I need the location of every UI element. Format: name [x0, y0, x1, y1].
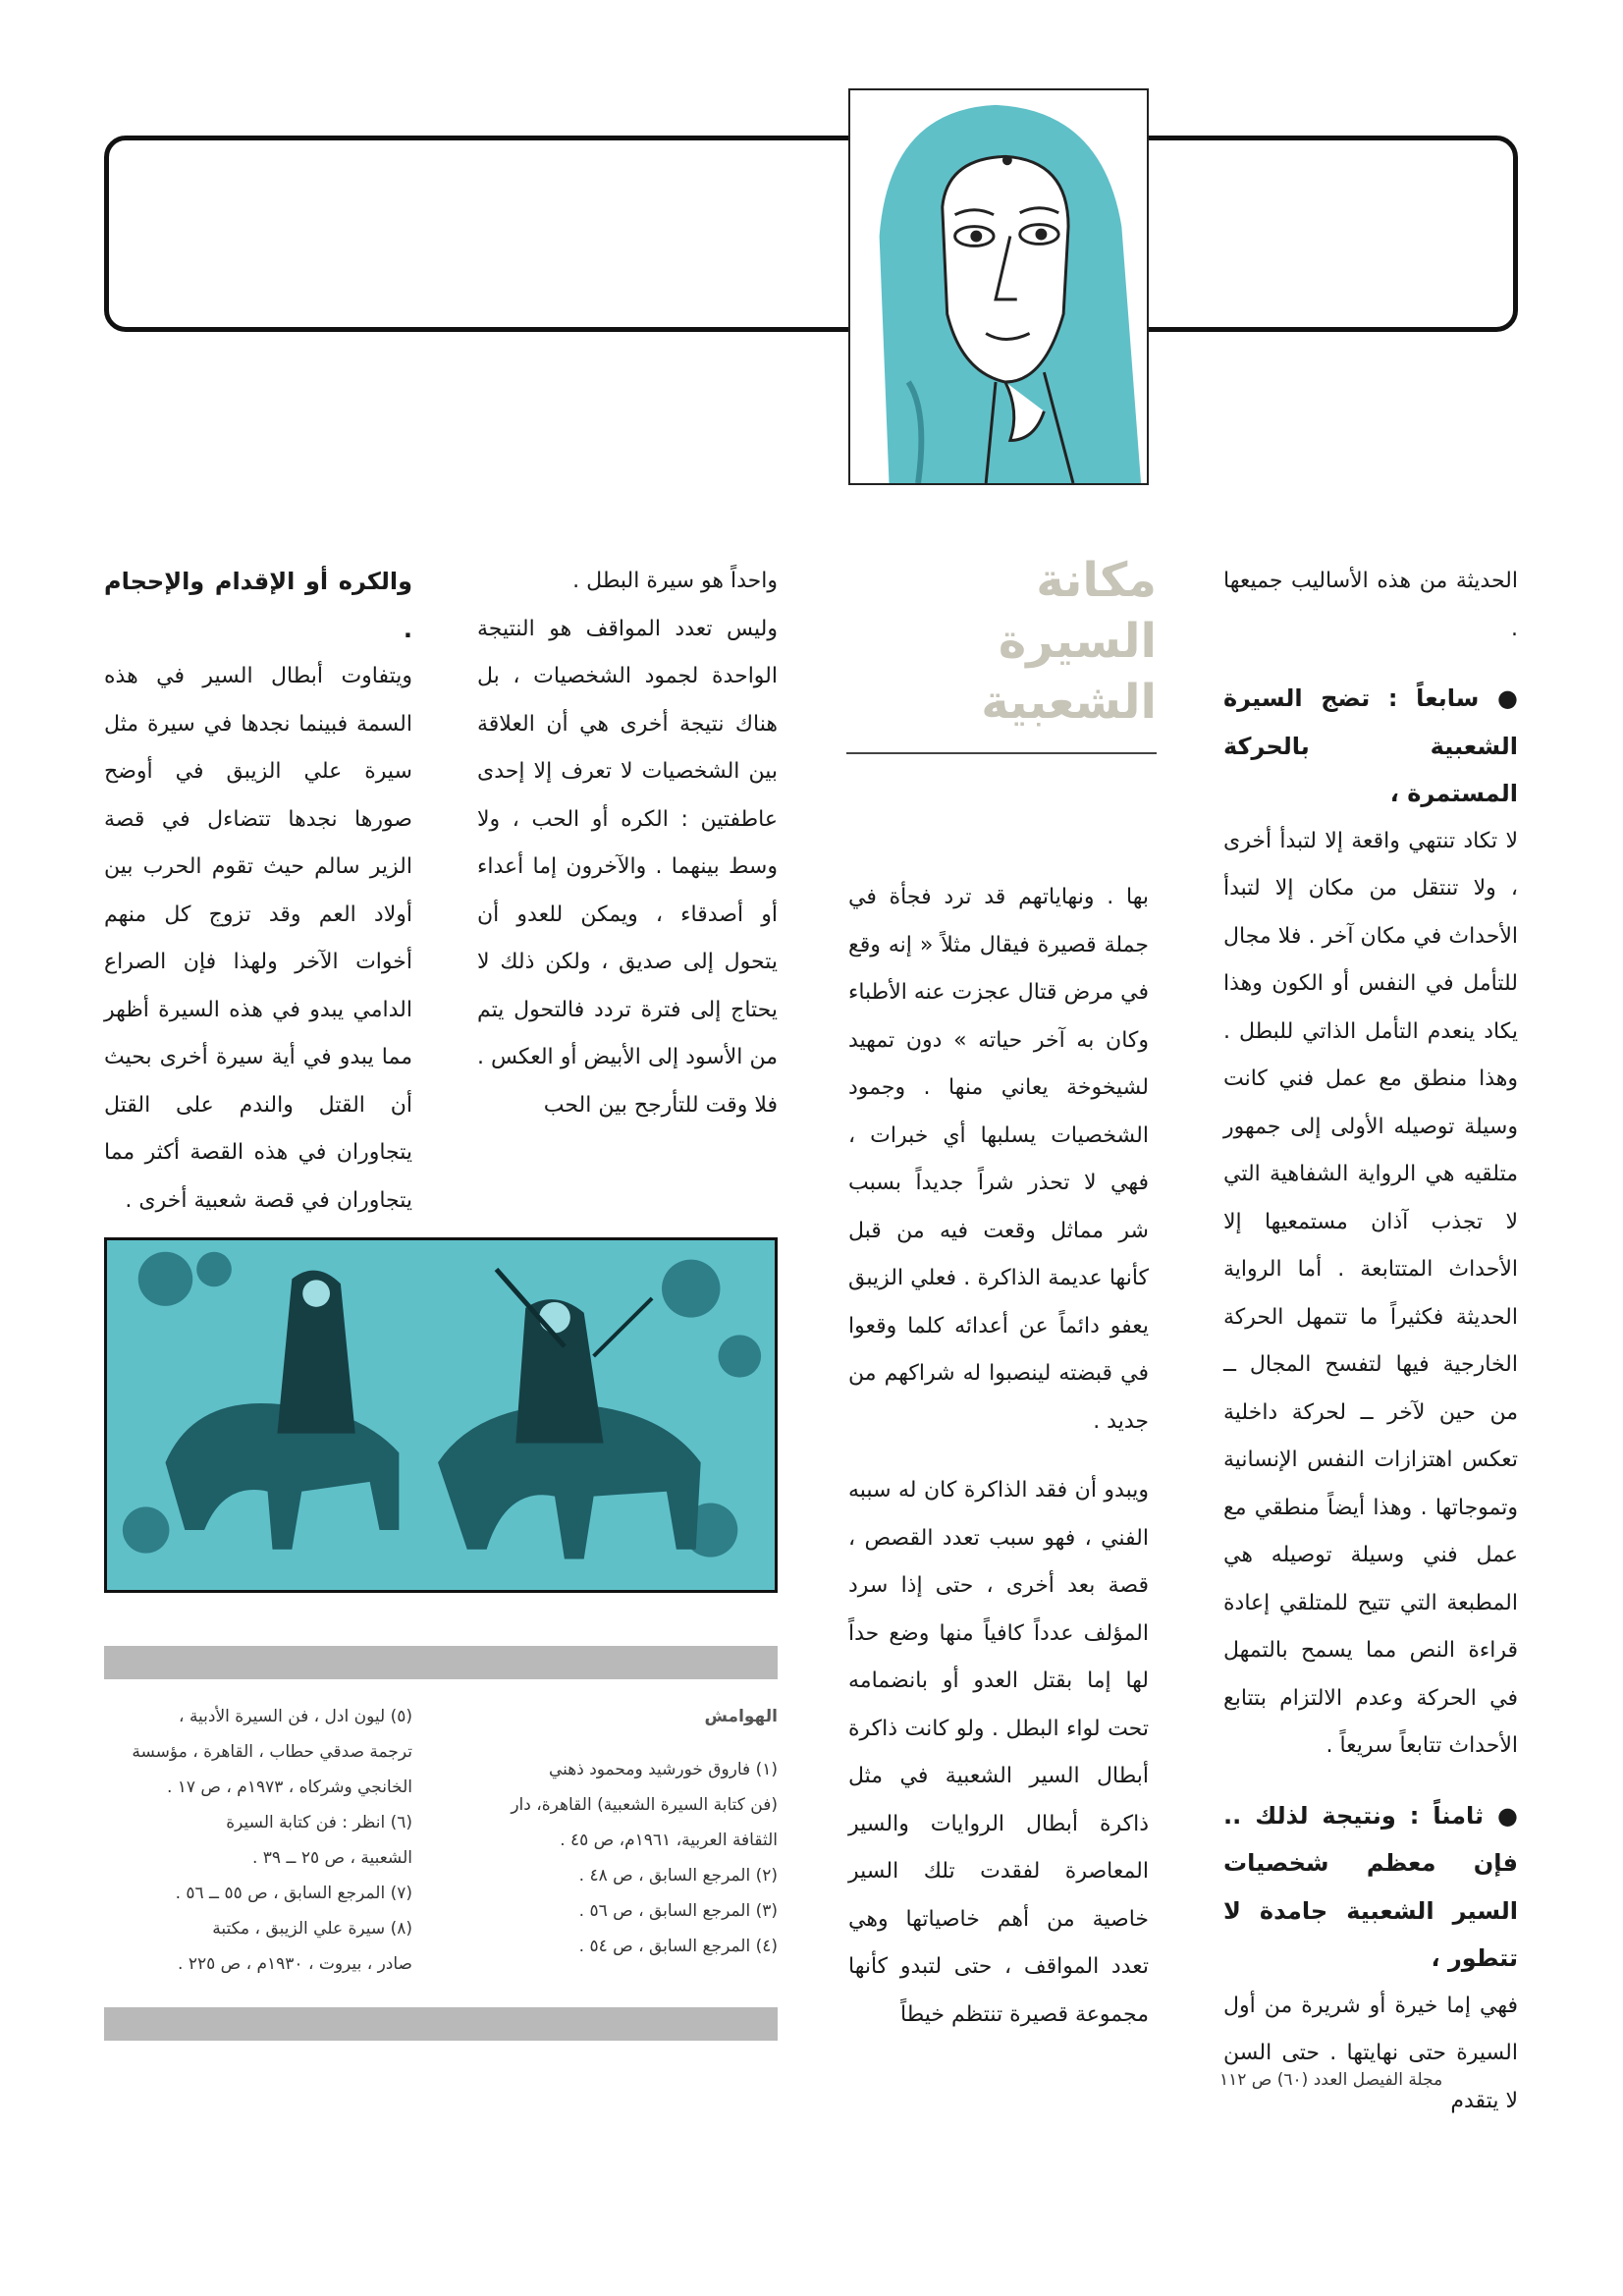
footnote: (١) فاروق خورشيد ومحمود ذهني [548, 1760, 778, 1779]
footnote: (٢) المرجع السابق ، ص ٤٨ . [578, 1866, 778, 1886]
paragraph: ويتفاوت أبطال السير في هذه السمة فبينما نجدها في سيرة مثل سيرة علي الزيبق في أوضح صورها نجدها تتضاءل في قصة الزير سالم حيث تقوم الحرب بين أولاد العم وقد تزوج كل منهم أخوات الآخر ولهذا فإن الصراع الدامي يبدو في هذه السيرة أظهر مما يبدو في أية سيرة أخرى بحيث أن القتل والندم على القتل يتجاوران في هذه القصة أكثر مما يتجاوران في قصة شعبية أخرى . [104, 664, 412, 1213]
column-left [104, 558, 412, 1216]
section-heading: ● سابعاً : تضج السيرة الشعبية بالحركة المستمرة ، [1223, 684, 1518, 807]
article-title [844, 550, 1157, 746]
paragraph: واحداً هو سيرة البطل . [572, 569, 778, 593]
paragraph: بها . ونهاياتهم قد ترد فجأة في جملة قصيرة فيقال مثلاً « إنه وقع في مرض قتال عجزت عنه الأطباء وكان به آخر حياته » دون تمهيد لشيخوخة يعاني منها . وجمود الشخصيات يسلبها أي خبرات ، فهي لا تحذر شراً جديداً بسبب شر مماثل وقعت فيه من قبل كأنها عديمة الذاكرة . فعلي الزيبق يعفو دائماً عن أعدائه كلما وقعوا في قبضته لينصبوا له شراكهم من جديد . [848, 885, 1149, 1434]
paragraph: فهي إما خيرة أو شريرة من أول السيرة حتى نهايتها . حتى السن لا يتقدم [1223, 1993, 1518, 2113]
title-line-1: مكانة [1036, 553, 1157, 608]
paragraph: الحديثة من هذه الأساليب جميعها . [1223, 569, 1518, 641]
footnote: (٦) انظر : فن كتابة السيرة [226, 1813, 412, 1832]
paragraph: ويبدو أن فقد الذاكرة كان له سببه الفني ، فهو سبب تعدد القصص ، قصة بعد أخرى ، حتى إذا سرد المؤلف عدداً كافياً منها وضع حداً لها إما بقتل العدو أو بانضمامه تحت لواء البطل . ولو كانت ذاكرة أبطال السير الشعبية في مثل ذاكرة أبطال الروايات والسير المعاصرة لفقدت تلك السير خاصية من أهم خاصياتها وهي تعدد المواقف ، حتى لتبدو كأنها مجموعة قصيرة تنتظم خيطاً [848, 1478, 1149, 2027]
column-mid-left [477, 558, 778, 1216]
footnote: (٣) المرجع السابق ، ص ٥٦ . [578, 1901, 778, 1921]
folk-painting-illustration [104, 1237, 778, 1593]
footnote: ترجمة صدقي حطاب ، القاهرة ، مؤسسة [132, 1742, 412, 1762]
footnote: الخانجي وشركاه ، ١٩٧٣م ، ص ١٧ . [166, 1777, 412, 1797]
footnote: (٨) سيرة علي الزيبق ، مكتبة [212, 1919, 412, 1939]
title-line-3: الشعبية [981, 675, 1157, 730]
paragraph: لا تكاد تنتهي واقعة إلا لتبدأ أخرى ، ولا تنتقل من مكان إلا لتبدأ الأحداث في مكان آخر . فلا مجال للتأمل في النفس أو الكون وهذا يكاد ينعدم التأمل الذاتي للبطل . وهذا منطق مع عمل فني كانت وسيلة توصيله الأولى إلى جمهور متلقيه هي الرواية الشفاهية التي لا تجذب آذان مستمعيها إلا الأحداث المتتابعة . أما الرواية الحديثة فكثيراً ما تتمهل الحركة الخارجية فيها لتفسح المجال ــ من حين لآخر ــ لحركة داخلية تعكس اهتزازات النفس الإنسانية وتموجاتها . وهذا أيضاً منطقي مع عمل فني وسيلة توصيله هي المطبعة التي تتيح للمتلقي إعادة قراءة النص مما يسمح بالتمهل في الحركة وعدم الالتزام بتتابع الأحداث تتابعاً سريعاً . [1223, 828, 1518, 1758]
footnote: الشعبية ، ص ٢٥ ــ ٣٩ . [251, 1848, 412, 1868]
column-mid-right [848, 874, 1149, 2033]
footnote: (٧) المرجع السابق ، ص ٥٥ ــ ٥٦ . [175, 1884, 412, 1903]
footnote: (فن كتابة السيرة الشعبية) القاهرة، دار [511, 1795, 778, 1815]
footnote: (٥) ليون ادل ، فن السيرة الأدبية ، [179, 1707, 412, 1726]
footnotes-heading: الهوامش [704, 1707, 778, 1726]
page-footer: مجلة الفيصل العدد (٦٠) ص ١١٢ [1219, 2070, 1443, 2090]
notes-top-band [104, 1646, 778, 1679]
footnote: (٤) المرجع السابق ، ص ٥٤ . [578, 1937, 778, 1956]
header-frame [104, 136, 1518, 332]
title-divider [846, 752, 1157, 754]
footnotes-left [104, 1699, 412, 1982]
footnote: صادر ، بيروت ، ١٩٣٠م ، ص ٢٢٥ . [178, 1954, 412, 1974]
paragraph: والكره أو الإقدام والإحجام . [104, 568, 412, 643]
portrait-illustration [848, 88, 1149, 485]
footnotes-right [477, 1699, 778, 1964]
footnote: الثقافة العربية، ١٩٦١م، ص ٤٥ . [560, 1831, 778, 1850]
section-heading: ● ثامناً : ونتيجة لذلك .. فإن معظم شخصيات السير الشعبية جامدة لا تتطور ، [1223, 1801, 1518, 1972]
notes-bottom-band [104, 2007, 778, 2041]
paragraph: وليس تعدد المواقف هو النتيجة الواحدة لجمود الشخصيات ، بل هناك نتيجة أخرى هي أن العلاقة بين الشخصيات لا تعرف إلا إحدى عاطفتين : الكره أو الحب ، ولا وسط بينهما . والآخرون إما أعداء أو أصدقاء ، ويمكن للعدو أن يتحول إلى صديق ، ولكن ذلك لا يحتاج إلى فترة تردد فالتحول يتم من الأسود إلى الأبيض أو العكس . فلا وقت للتأرجح بين الحب [477, 616, 778, 1118]
title-line-2: السيرة [998, 614, 1157, 669]
